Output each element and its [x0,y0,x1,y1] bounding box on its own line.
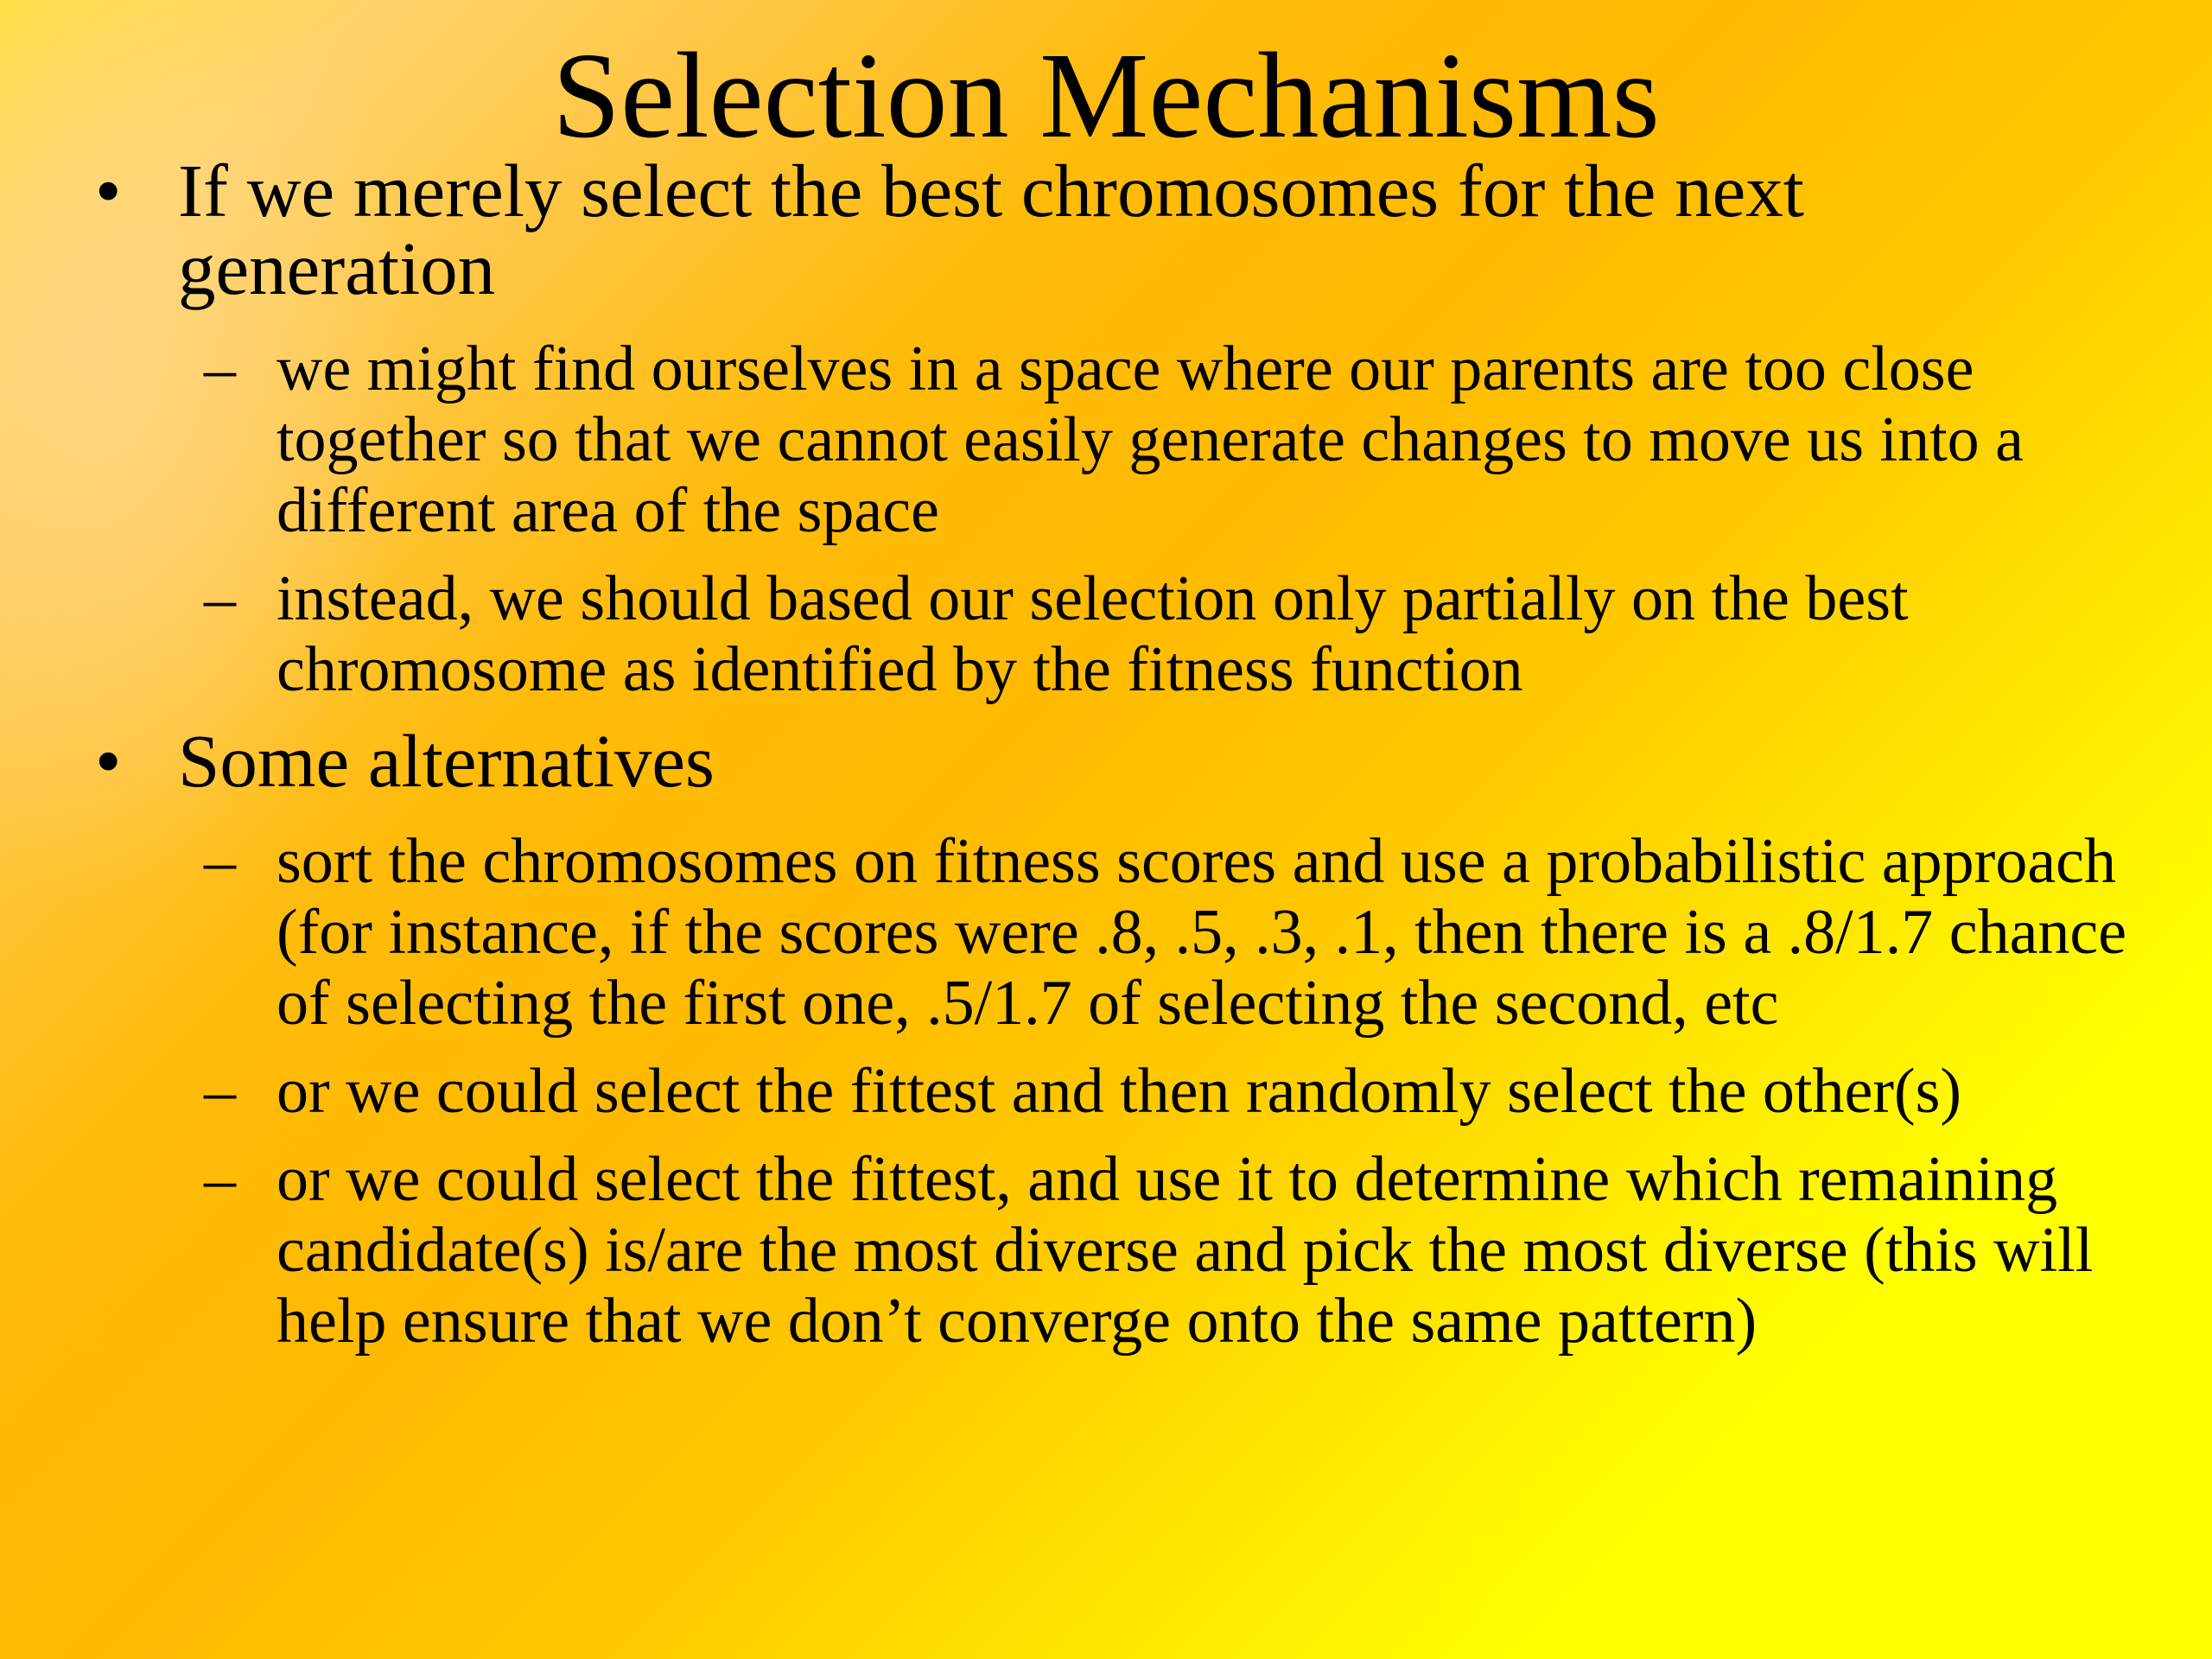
sub-bullet-item [204,1056,2160,1127]
sub-bullet-text: or we could select the fittest and then randomly select the other(s) [276,1056,1962,1127]
slide-title: Selection Mechanisms [552,27,1660,163]
bullet-item [95,149,2139,310]
sub-bullet-item [204,334,2160,546]
bullet-marker: • [95,719,122,803]
sub-bullet-item [204,563,2160,705]
sub-bullet-text: we might find ourselves in a space where our parents are too close together so that we cannot easily generate changes to move us into a different area of the space [276,334,2024,546]
sub-bullet-marker: – [204,563,236,634]
sub-bullet-item [204,1144,2160,1357]
sub-bullet-text: or we could select the fittest, and use it to determine which remaining candidate(s) is/are the most diverse and pick the most diverse (this will help ensure that we don’t converge onto the same pattern) [276,1144,2094,1357]
slide-content [0,149,2212,1374]
bullet-text: Some alternatives [178,719,715,803]
sub-bullet-marker: – [204,826,236,897]
sub-bullet-item [204,826,2160,1039]
sub-bullet-text: instead, we should based our selection only partially on the best chromosome as identified by the fitness function [276,563,1909,705]
bullet-text: If we merely select the best chromosomes for the next generation [178,149,1804,310]
sub-bullet-marker: – [204,1056,236,1127]
bullet-marker: • [95,149,122,232]
sub-bullet-marker: – [204,1144,236,1215]
sub-bullet-marker: – [204,334,236,404]
bullet-item [95,719,2139,803]
sub-bullet-text: sort the chromosomes on fitness scores and use a probabilistic approach (for instance, if the scores were .8, .5, .3, .1, then there is a .8/1.7 chance of selecting the first one, .5/1.7 of selecting the second, etc [276,826,2127,1039]
